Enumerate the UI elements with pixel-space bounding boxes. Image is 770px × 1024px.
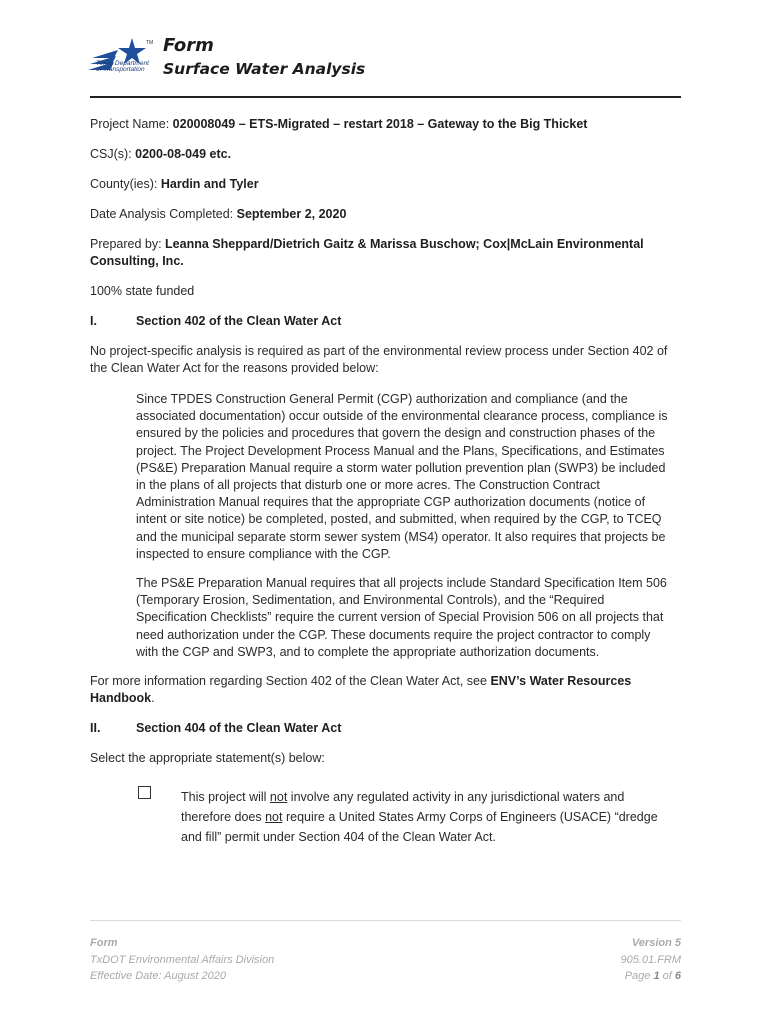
csj: CSJ(s): 0200-08-049 etc.	[90, 147, 232, 161]
water-resources-handbook-link[interactable]: ENV’s Water Resources Handbook	[90, 674, 632, 705]
no-regulated-activity-statement: This project will not involve any regulated activity in any jurisdictional waters and therefore does not require a United States Army Corps of Engineers (USACE) “dredge and fill” permit under Section 404 of the Clean Water Act.	[181, 790, 658, 844]
footer-right	[620, 935, 681, 985]
section-1-paragraph-2: The PS&E Preparation Manual requires that all projects include Standard Specification Item 506 (Temporary Erosion, Sedimentation, and Environmental Controls), and the “Required Specification Checklists” require the current version of Special Provision 506 on all projects that need authorization under the CGP. These documents require the project contractor to comply with the CGP and SWP3, and to complete the appropriate authorization documents.	[136, 576, 667, 659]
form-subtitle: Surface Water Analysis	[163, 60, 366, 78]
footer-form-number: 905.01.FRM	[620, 953, 681, 966]
funding-statement: 100% state funded	[90, 284, 195, 298]
section-1-paragraph-1: Since TPDES Construction General Permit (CGP) authorization and compliance (and the associated documentation) occur outside of the environmental clearance process, compliance is ensured by the policies and procedures that govern the design and construction phases of the project. The Project Development Process Manual and the Plans, Specifications, and Estimates (PS&E) Preparation Manual require a storm water pollution prevention plan (SWP3) be included in the plans of all projects that disturb one or more acres. The Construction Contract Administration Manual requires that the appropriate CGP authorization documents (notice of intent or site notice) be completed, posted, and submitted, when required by the CGP, to TCEQ and the municipal separate storm sewer system (MS4) operator. It also requires that projects be inspected to ensure compliance with the CGP.	[136, 392, 668, 561]
section-2-number: II.	[90, 721, 101, 735]
footer-form-label: Form	[90, 937, 118, 949]
section-1-more-info: For more information regarding Section 402 of the Clean Water Act, see ENV’s Water Resources Handbook.	[90, 674, 632, 705]
trademark-mark: TM	[146, 40, 154, 46]
prepared-by: Prepared by: Leanna Sheppard/Dietrich Gaitz & Marissa Buschow; Cox|McLain Environmental Consulting, Inc.	[90, 237, 644, 268]
logo-text: Texas Department of Transportation	[96, 60, 149, 74]
header-divider	[90, 96, 681, 98]
footer-left	[90, 935, 274, 985]
no-regulated-activity-checkbox[interactable]	[138, 786, 151, 799]
section-2-title: Section 404 of the Clean Water Act	[136, 721, 342, 735]
section-1-intro: No project-specific analysis is required as part of the environmental review process under Section 402 of the Clean Water Act for the reasons provided below:	[90, 344, 668, 375]
section-2-instruction: Select the appropriate statement(s) below:	[90, 751, 325, 765]
footer-divider	[90, 920, 681, 921]
date-completed: Date Analysis Completed: September 2, 2020	[90, 207, 347, 221]
footer-effective-date: Effective Date: August 2020	[90, 970, 226, 982]
form-title: Form	[163, 35, 214, 56]
footer-version: Version 5	[631, 937, 681, 949]
footer-division: TxDOT Environmental Affairs Division	[90, 953, 275, 966]
counties: County(ies): Hardin and Tyler	[90, 177, 259, 191]
project-name: Project Name: 020008049 – ETS-Migrated – restart 2018 – Gateway to the Big Thicket	[90, 117, 588, 131]
section-1-title: Section 402 of the Clean Water Act	[136, 314, 342, 328]
footer-page-number: Page 1 of 6	[624, 970, 681, 982]
section-1-number: I.	[90, 314, 97, 328]
